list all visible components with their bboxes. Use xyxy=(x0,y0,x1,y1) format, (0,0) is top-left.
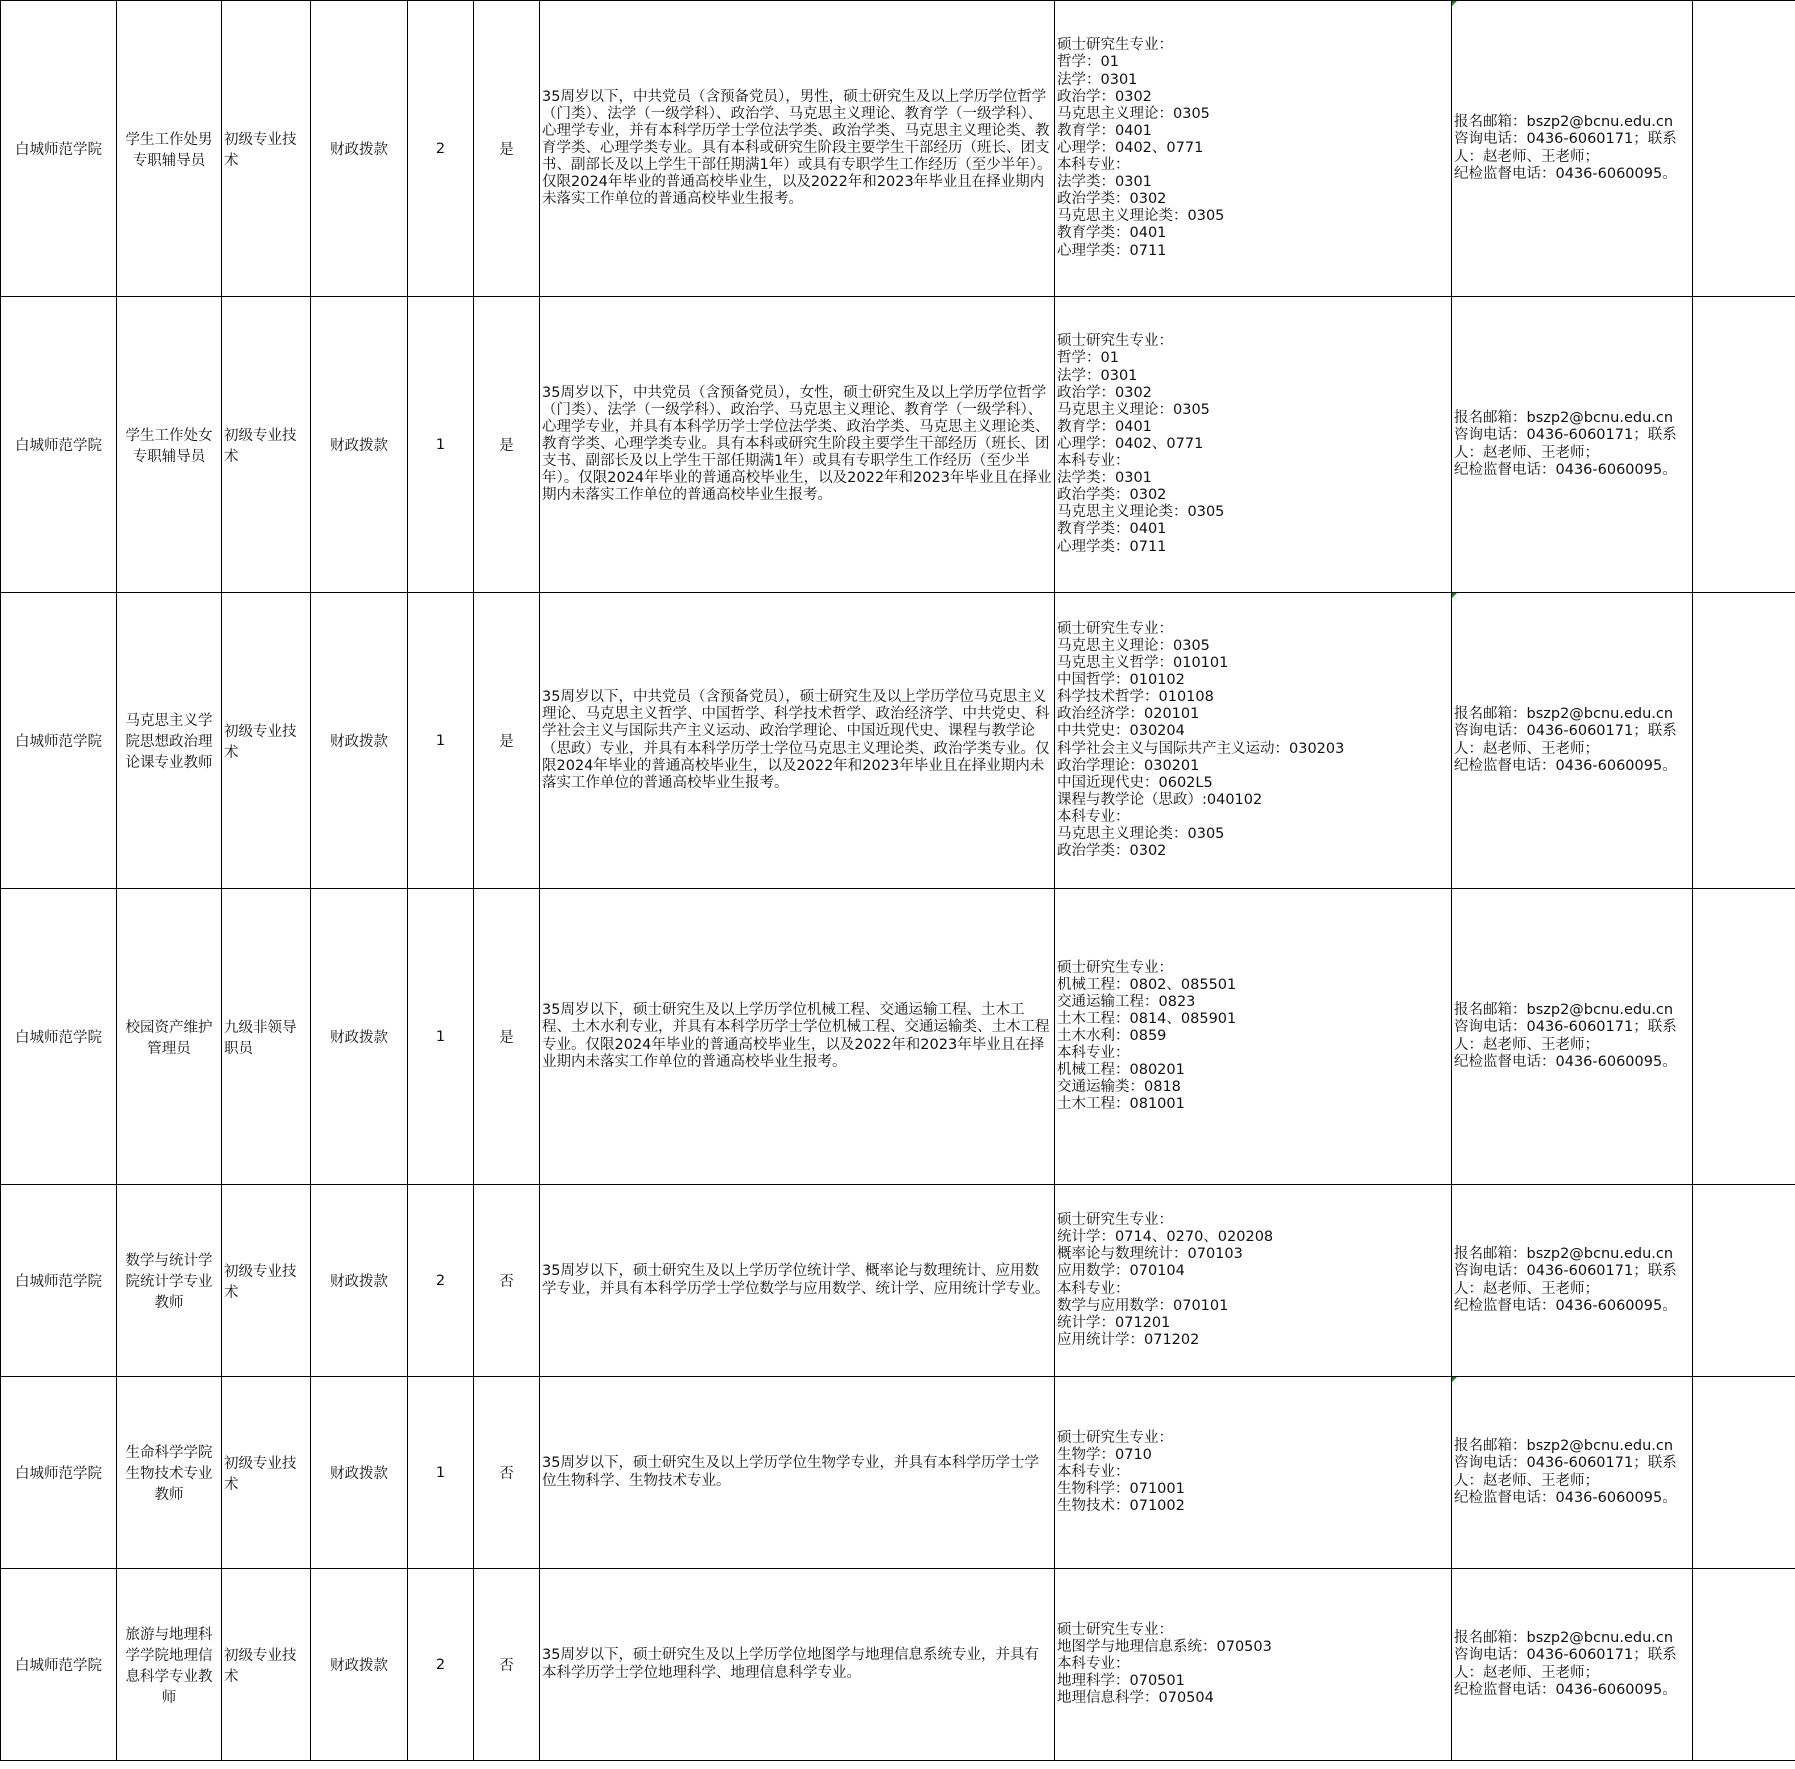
position-cell: 学生工作处女专职辅导员 xyxy=(117,297,222,593)
majors-cell xyxy=(1055,889,1452,1185)
majors-cell xyxy=(1055,1377,1452,1569)
count-cell: 2 xyxy=(408,1569,474,1761)
contact-line: 报名邮箱：bszp2@bcnu.edu.cn xyxy=(1454,1246,1674,1263)
major-line: 马克思主义理论：0305 xyxy=(1057,401,1210,418)
exam-cell: 是 xyxy=(474,297,540,593)
major-line: 心理学：0402、0771 xyxy=(1057,139,1204,156)
major-line: 土木工程：081001 xyxy=(1057,1096,1185,1113)
major-line: 土木水利：0859 xyxy=(1057,1027,1167,1044)
major-line: 科学技术哲学：010108 xyxy=(1057,689,1214,706)
table-body xyxy=(1,1,1795,1761)
funding-cell: 财政拨款 xyxy=(311,1,408,297)
funding-cell: 财政拨款 xyxy=(311,1185,408,1377)
remarks-cell xyxy=(1693,593,1795,889)
major-line: 哲学：01 xyxy=(1057,54,1119,71)
contact-line: 纪检监督电话：0436-6060095。 xyxy=(1454,461,1677,478)
contact-line: 咨询电话：0436-6060171；联系人：赵老师、王老师； xyxy=(1454,131,1677,165)
contact-line: 纪检监督电话：0436-6060095。 xyxy=(1454,1681,1677,1698)
remarks-cell xyxy=(1693,889,1795,1185)
major-line: 法学类：0301 xyxy=(1057,470,1152,487)
major-line: 马克思主义理论：0305 xyxy=(1057,637,1210,654)
position-cell: 马克思主义学院思想政治理论课专业教师 xyxy=(117,593,222,889)
contact-line: 咨询电话：0436-6060171；联系人：赵老师、王老师； xyxy=(1454,1455,1677,1489)
majors-cell xyxy=(1055,1569,1452,1761)
exam-cell: 是 xyxy=(474,889,540,1185)
major-line: 本科专业： xyxy=(1057,1280,1130,1297)
requirements-cell: 35周岁以下，硕士研究生及以上学历学位统计学、概率论与数理统计、应用数学专业，并具有本科学历学士学位数学与应用数学、统计学、应用统计学专业。 xyxy=(540,1185,1055,1377)
position-cell: 旅游与地理科学学院地理信息科学专业教师 xyxy=(117,1569,222,1761)
major-line: 课程与教学论（思政）:040102 xyxy=(1057,791,1263,808)
table-row xyxy=(1,1,1795,297)
count-cell: 2 xyxy=(408,1,474,297)
major-line: 生物技术：071002 xyxy=(1057,1498,1185,1515)
position-cell: 学生工作处男专职辅导员 xyxy=(117,1,222,297)
majors-cell xyxy=(1055,1185,1452,1377)
major-line: 硕士研究生专业： xyxy=(1057,37,1173,54)
cell-comment-marker xyxy=(1452,593,1457,598)
major-line: 中共党史：030204 xyxy=(1057,723,1185,740)
major-line: 本科专业： xyxy=(1057,1655,1130,1672)
funding-cell: 财政拨款 xyxy=(311,1377,408,1569)
major-line: 中国哲学：010102 xyxy=(1057,672,1185,689)
category-cell: 初级专业技术 xyxy=(222,1377,311,1569)
major-line: 法学：0301 xyxy=(1057,367,1138,384)
contact-line: 咨询电话：0436-6060171；联系人：赵老师、王老师； xyxy=(1454,723,1677,757)
major-line: 教育学类：0401 xyxy=(1057,225,1167,242)
major-line: 政治学类：0302 xyxy=(1057,487,1167,504)
contact-line: 咨询电话：0436-6060171；联系人：赵老师、王老师； xyxy=(1454,427,1677,461)
exam-cell: 否 xyxy=(474,1569,540,1761)
count-cell: 1 xyxy=(408,889,474,1185)
contact-cell xyxy=(1452,1377,1693,1569)
requirements-cell: 35周岁以下，硕士研究生及以上学历学位生物学专业，并具有本科学历学士学位生物科学、生物技术专业。 xyxy=(540,1377,1055,1569)
major-line: 教育学：0401 xyxy=(1057,418,1152,435)
position-cell: 数学与统计学院统计学专业教师 xyxy=(117,1185,222,1377)
category-cell: 九级非领导职员 xyxy=(222,889,311,1185)
count-cell: 2 xyxy=(408,1185,474,1377)
funding-cell: 财政拨款 xyxy=(311,593,408,889)
contact-line: 咨询电话：0436-6060171；联系人：赵老师、王老师； xyxy=(1454,1263,1677,1297)
contact-line: 咨询电话：0436-6060171；联系人：赵老师、王老师； xyxy=(1454,1019,1677,1053)
major-line: 本科专业： xyxy=(1057,808,1130,825)
major-line: 心理学类：0711 xyxy=(1057,242,1167,259)
remarks-cell xyxy=(1693,1185,1795,1377)
contact-line: 报名邮箱：bszp2@bcnu.edu.cn xyxy=(1454,410,1674,427)
requirements-cell: 35周岁以下，中共党员（含预备党员），女性，硕士研究生及以上学历学位哲学（门类）、法学（一级学科）、政治学、马克思主义理论、教育学（一级学科）、心理学专业，并具有本科学历学士学位法学类、政治学类、马克思主义理论类、教育学类、心理学类专业。具有本科或研究生阶段主要学生干部经历（班长、团支书、副部长及以上学生干部任期满1年）或具有专职学生工作经历（至少半年）。仅限2024年毕业的普通高校毕业生，以及2022年和2023年毕业且在择业期内未落实工作单位的普通高校毕业生报考。 xyxy=(540,297,1055,593)
category-cell: 初级专业技术 xyxy=(222,593,311,889)
requirements-cell: 35周岁以下，中共党员（含预备党员），男性，硕士研究生及以上学历学位哲学（门类）、法学（一级学科）、政治学、马克思主义理论、教育学（一级学科）、心理学专业，并有本科学历学士学位法学类、政治学类、马克思主义理论类、教育学类、心理学类专业。具有本科或研究生阶段主要学生干部经历（班长、团支书、副部长及以上学生干部任期满1年）或具有专职学生工作经历（至少半年）。仅限2024年毕业的普通高校毕业生，以及2022年和2023年毕业且在择业期内未落实工作单位的普通高校毕业生报考。 xyxy=(540,1,1055,297)
funding-cell: 财政拨款 xyxy=(311,1569,408,1761)
table-row xyxy=(1,593,1795,889)
contact-line: 纪检监督电话：0436-6060095。 xyxy=(1454,165,1677,182)
major-line: 本科专业： xyxy=(1057,453,1130,470)
contact-line: 报名邮箱：bszp2@bcnu.edu.cn xyxy=(1454,1002,1674,1019)
contact-cell xyxy=(1452,889,1693,1185)
exam-cell: 是 xyxy=(474,1,540,297)
major-line: 政治学类：0302 xyxy=(1057,191,1167,208)
major-line: 法学类：0301 xyxy=(1057,174,1152,191)
contact-line: 报名邮箱：bszp2@bcnu.edu.cn xyxy=(1454,1438,1674,1455)
major-line: 地理科学：070501 xyxy=(1057,1673,1185,1690)
major-line: 教育学：0401 xyxy=(1057,122,1152,139)
major-line: 硕士研究生专业： xyxy=(1057,1621,1173,1638)
remarks-cell xyxy=(1693,1377,1795,1569)
major-line: 统计学：071201 xyxy=(1057,1314,1171,1331)
major-line: 马克思主义理论：0305 xyxy=(1057,105,1210,122)
position-cell: 校园资产维护管理员 xyxy=(117,889,222,1185)
major-line: 中国近现代史：0602L5 xyxy=(1057,774,1213,791)
major-line: 心理学类：0711 xyxy=(1057,538,1167,555)
position-cell: 生命科学学院生物技术专业教师 xyxy=(117,1377,222,1569)
count-cell: 1 xyxy=(408,593,474,889)
major-line: 应用统计学：071202 xyxy=(1057,1331,1200,1348)
contact-line: 报名邮箱：bszp2@bcnu.edu.cn xyxy=(1454,1630,1674,1647)
count-cell: 1 xyxy=(408,297,474,593)
requirements-cell: 35周岁以下，中共党员（含预备党员），硕士研究生及以上学历学位马克思主义理论、马克思主义哲学、中国哲学、科学技术哲学、政治经济学、中共党史、科学社会主义与国际共产主义运动、政治学理论、中国近现代史、课程与教学论（思政）专业，并具有本科学历学士学位马克思主义理论类、政治学类专业。仅限2024年毕业的普通高校毕业生，以及2022年和2023年毕业且在择业期内未落实工作单位的普通高校毕业生报考。 xyxy=(540,593,1055,889)
exam-cell: 否 xyxy=(474,1185,540,1377)
category-cell: 初级专业技术 xyxy=(222,1569,311,1761)
contact-line: 纪检监督电话：0436-6060095。 xyxy=(1454,1489,1677,1506)
contact-cell xyxy=(1452,1,1693,297)
major-line: 马克思主义哲学：010101 xyxy=(1057,654,1229,671)
count-cell: 1 xyxy=(408,1377,474,1569)
unit-cell: 白城师范学院 xyxy=(1,297,117,593)
remarks-cell xyxy=(1693,297,1795,593)
requirements-cell: 35周岁以下，硕士研究生及以上学历学位地图学与地理信息系统专业，并具有本科学历学士学位地理科学、地理信息科学专业。 xyxy=(540,1569,1055,1761)
contact-line: 纪检监督电话：0436-6060095。 xyxy=(1454,1053,1677,1070)
major-line: 政治学类：0302 xyxy=(1057,843,1167,860)
major-line: 政治经济学：020101 xyxy=(1057,706,1200,723)
exam-cell: 否 xyxy=(474,1377,540,1569)
contact-cell xyxy=(1452,593,1693,889)
major-line: 马克思主义理论类：0305 xyxy=(1057,504,1225,521)
unit-cell: 白城师范学院 xyxy=(1,1377,117,1569)
table-row xyxy=(1,297,1795,593)
major-line: 统计学：0714、0270、020208 xyxy=(1057,1229,1274,1246)
major-line: 地理信息科学：070504 xyxy=(1057,1690,1214,1707)
requirements-cell: 35周岁以下，硕士研究生及以上学历学位机械工程、交通运输工程、土木工程、土木水利专业，并具有本科学历学士学位机械工程、交通运输类、土木工程专业。仅限2024年毕业的普通高校毕业生，以及2022年和2023年毕业且在择业期内未落实工作单位的普通高校毕业生报考。 xyxy=(540,889,1055,1185)
majors-cell xyxy=(1055,593,1452,889)
table-row xyxy=(1,889,1795,1185)
contact-line: 报名邮箱：bszp2@bcnu.edu.cn xyxy=(1454,706,1674,723)
table-row xyxy=(1,1185,1795,1377)
contact-cell xyxy=(1452,1185,1693,1377)
remarks-cell xyxy=(1693,1,1795,297)
major-line: 概率论与数理统计：070103 xyxy=(1057,1246,1243,1263)
major-line: 科学社会主义与国际共产主义运动：030203 xyxy=(1057,740,1345,757)
major-line: 法学：0301 xyxy=(1057,71,1138,88)
cell-comment-marker xyxy=(1452,1377,1457,1382)
major-line: 交通运输工程：0823 xyxy=(1057,993,1196,1010)
major-line: 土木工程：0814、085901 xyxy=(1057,1010,1237,1027)
major-line: 马克思主义理论类：0305 xyxy=(1057,208,1225,225)
contact-line: 纪检监督电话：0436-6060095。 xyxy=(1454,1297,1677,1314)
remarks-cell xyxy=(1693,1569,1795,1761)
major-line: 心理学：0402、0771 xyxy=(1057,435,1204,452)
major-line: 数学与应用数学：070101 xyxy=(1057,1297,1229,1314)
major-line: 生物学：0710 xyxy=(1057,1446,1152,1463)
major-line: 硕士研究生专业： xyxy=(1057,333,1173,350)
category-cell: 初级专业技术 xyxy=(222,1,311,297)
major-line: 硕士研究生专业： xyxy=(1057,620,1173,637)
unit-cell: 白城师范学院 xyxy=(1,889,117,1185)
majors-cell xyxy=(1055,297,1452,593)
contact-line: 纪检监督电话：0436-6060095。 xyxy=(1454,757,1677,774)
unit-cell: 白城师范学院 xyxy=(1,1185,117,1377)
contact-cell xyxy=(1452,1569,1693,1761)
major-line: 硕士研究生专业： xyxy=(1057,1212,1173,1229)
major-line: 机械工程：080201 xyxy=(1057,1062,1185,1079)
major-line: 生物科学：071001 xyxy=(1057,1481,1185,1498)
major-line: 应用数学：070104 xyxy=(1057,1263,1185,1280)
unit-cell: 白城师范学院 xyxy=(1,1,117,297)
major-line: 本科专业： xyxy=(1057,1045,1130,1062)
major-line: 本科专业： xyxy=(1057,157,1130,174)
funding-cell: 财政拨款 xyxy=(311,889,408,1185)
major-line: 马克思主义理论类：0305 xyxy=(1057,826,1225,843)
major-line: 硕士研究生专业： xyxy=(1057,959,1173,976)
major-line: 哲学：01 xyxy=(1057,350,1119,367)
category-cell: 初级专业技术 xyxy=(222,297,311,593)
table-row xyxy=(1,1377,1795,1569)
cell-comment-marker xyxy=(1452,1,1457,6)
major-line: 政治学理论：030201 xyxy=(1057,757,1200,774)
funding-cell: 财政拨款 xyxy=(311,297,408,593)
contact-line: 咨询电话：0436-6060171；联系人：赵老师、王老师； xyxy=(1454,1647,1677,1681)
major-line: 政治学：0302 xyxy=(1057,88,1152,105)
category-cell: 初级专业技术 xyxy=(222,1185,311,1377)
major-line: 教育学类：0401 xyxy=(1057,521,1167,538)
major-line: 地图学与地理信息系统：070503 xyxy=(1057,1638,1272,1655)
contact-cell xyxy=(1452,297,1693,593)
major-line: 本科专业： xyxy=(1057,1463,1130,1480)
contact-line: 报名邮箱：bszp2@bcnu.edu.cn xyxy=(1454,114,1674,131)
unit-cell: 白城师范学院 xyxy=(1,1569,117,1761)
major-line: 交通运输类：0818 xyxy=(1057,1079,1181,1096)
majors-cell xyxy=(1055,1,1452,297)
unit-cell: 白城师范学院 xyxy=(1,593,117,889)
major-line: 政治学：0302 xyxy=(1057,384,1152,401)
major-line: 机械工程：0802、085501 xyxy=(1057,976,1237,993)
table-row xyxy=(1,1569,1795,1761)
major-line: 硕士研究生专业： xyxy=(1057,1429,1173,1446)
exam-cell: 是 xyxy=(474,593,540,889)
